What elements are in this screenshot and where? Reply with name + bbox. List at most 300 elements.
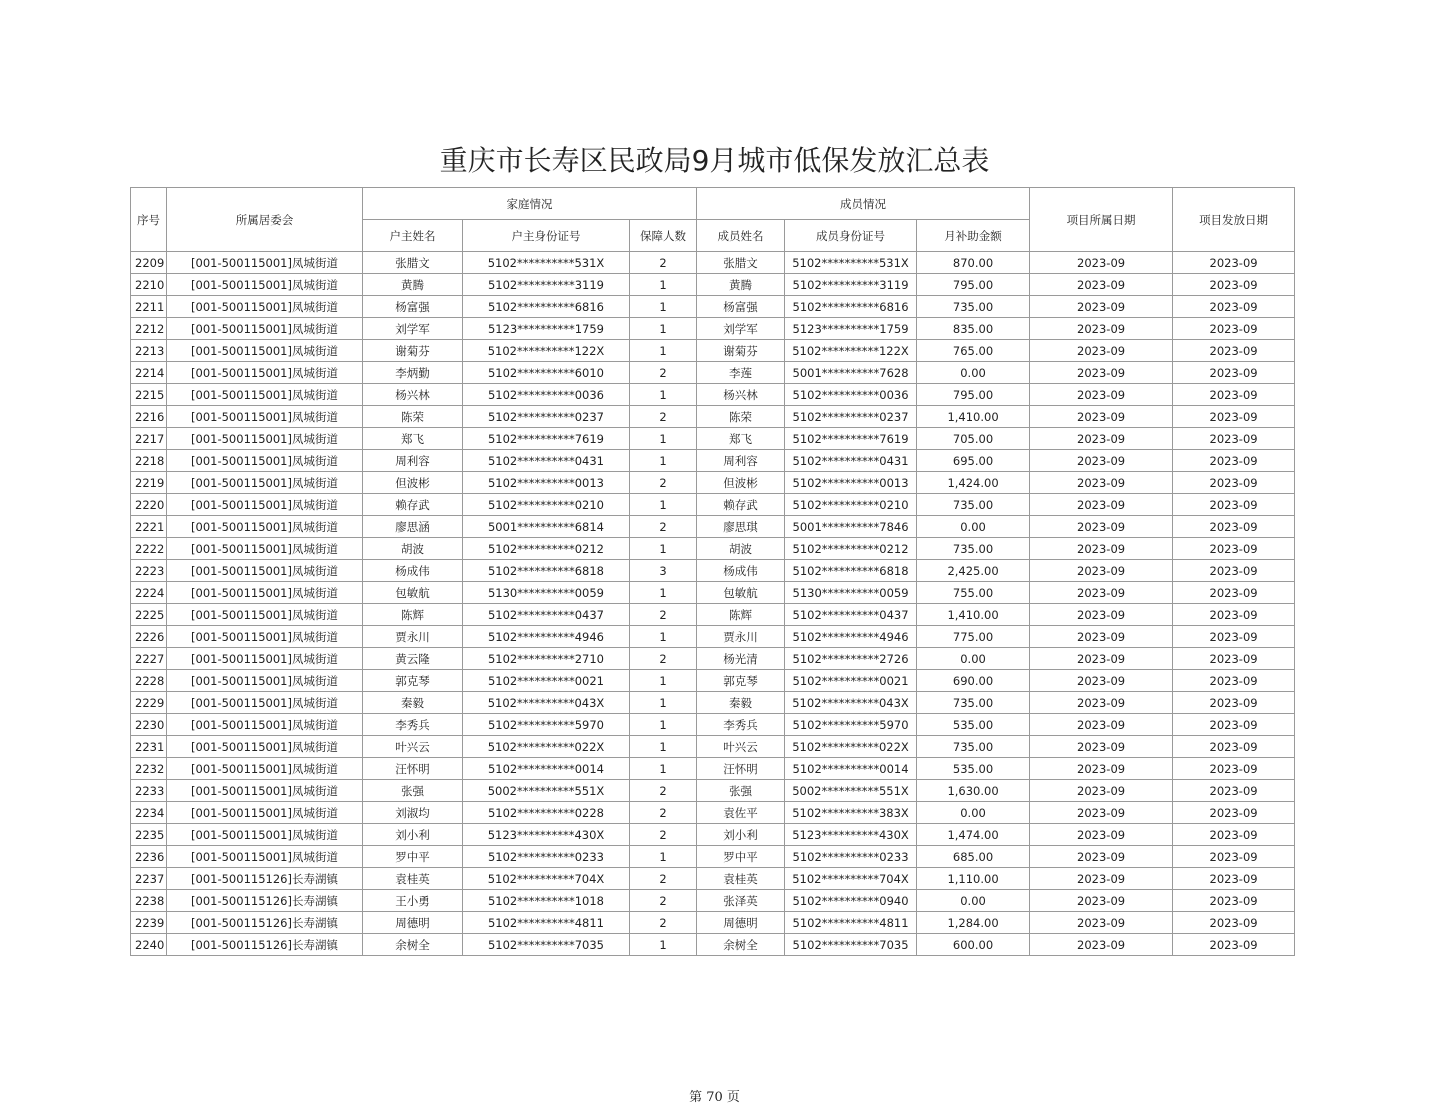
cell-head-name: 郭克琴: [363, 670, 463, 692]
cell-amount: 0.00: [917, 890, 1030, 912]
cell-member-id: 5102**********0212: [785, 538, 917, 560]
cell-member-id: 5102**********0237: [785, 406, 917, 428]
cell-member-name: 杨富强: [697, 296, 785, 318]
cell-project-date: 2023-09: [1030, 494, 1173, 516]
cell-committee: [001-500115001]凤城街道: [167, 846, 363, 868]
cell-project-date: 2023-09: [1030, 934, 1173, 956]
cell-committee: [001-500115001]凤城街道: [167, 494, 363, 516]
cell-amount: 0.00: [917, 516, 1030, 538]
cell-count: 1: [630, 428, 697, 450]
cell-member-name: 刘学军: [697, 318, 785, 340]
cell-project-date: 2023-09: [1030, 692, 1173, 714]
table-row: [131, 252, 1295, 274]
cell-head-id: 5102**********0233: [463, 846, 630, 868]
cell-member-name: 张腊文: [697, 252, 785, 274]
cell-head-name: 杨富强: [363, 296, 463, 318]
cell-project-date: 2023-09: [1030, 384, 1173, 406]
cell-amount: 1,630.00: [917, 780, 1030, 802]
cell-issue-date: 2023-09: [1173, 406, 1295, 428]
cell-seq: 2213: [131, 340, 167, 362]
cell-member-name: 李秀兵: [697, 714, 785, 736]
cell-member-id: 5102**********2726: [785, 648, 917, 670]
cell-seq: 2215: [131, 384, 167, 406]
cell-committee: [001-500115001]凤城街道: [167, 648, 363, 670]
cell-committee: [001-500115001]凤城街道: [167, 714, 363, 736]
cell-seq: 2214: [131, 362, 167, 384]
cell-seq: 2219: [131, 472, 167, 494]
cell-member-name: 周德明: [697, 912, 785, 934]
cell-committee: [001-500115001]凤城街道: [167, 824, 363, 846]
cell-count: 1: [630, 714, 697, 736]
cell-member-id: 5102**********122X: [785, 340, 917, 362]
table-row: [131, 824, 1295, 846]
page-title: 重庆市长寿区民政局9月城市低保发放汇总表: [439, 144, 990, 177]
table-row: [131, 626, 1295, 648]
cell-issue-date: 2023-09: [1173, 340, 1295, 362]
cell-head-id: 5130**********0059: [463, 582, 630, 604]
cell-member-name: 赖存武: [697, 494, 785, 516]
table-row: [131, 318, 1295, 340]
table-row: [131, 516, 1295, 538]
cell-project-date: 2023-09: [1030, 846, 1173, 868]
cell-head-name: 张腊文: [363, 252, 463, 274]
table-row: [131, 538, 1295, 560]
cell-issue-date: 2023-09: [1173, 472, 1295, 494]
cell-amount: 870.00: [917, 252, 1030, 274]
cell-project-date: 2023-09: [1030, 450, 1173, 472]
cell-member-id: 5001**********7628: [785, 362, 917, 384]
table-row: [131, 582, 1295, 604]
cell-issue-date: 2023-09: [1173, 516, 1295, 538]
cell-amount: 2,425.00: [917, 560, 1030, 582]
table-row: [131, 340, 1295, 362]
cell-member-name: 郭克琴: [697, 670, 785, 692]
cell-head-id: 5102**********0021: [463, 670, 630, 692]
cell-count: 2: [630, 252, 697, 274]
cell-head-name: 黄云隆: [363, 648, 463, 670]
cell-amount: 690.00: [917, 670, 1030, 692]
cell-seq: 2217: [131, 428, 167, 450]
cell-project-date: 2023-09: [1030, 758, 1173, 780]
cell-member-name: 黄腾: [697, 274, 785, 296]
cell-project-date: 2023-09: [1030, 802, 1173, 824]
cell-committee: [001-500115001]凤城街道: [167, 318, 363, 340]
cell-member-id: 5102**********5970: [785, 714, 917, 736]
cell-count: 1: [630, 934, 697, 956]
cell-committee: [001-500115001]凤城街道: [167, 362, 363, 384]
table-row: [131, 648, 1295, 670]
cell-head-id: 5102**********0237: [463, 406, 630, 428]
cell-member-name: 汪怀明: [697, 758, 785, 780]
cell-member-id: 5102**********3119: [785, 274, 917, 296]
cell-count: 1: [630, 846, 697, 868]
cell-issue-date: 2023-09: [1173, 252, 1295, 274]
cell-seq: 2237: [131, 868, 167, 890]
cell-member-id: 5102**********531X: [785, 252, 917, 274]
cell-count: 1: [630, 758, 697, 780]
cell-project-date: 2023-09: [1030, 274, 1173, 296]
cell-seq: 2231: [131, 736, 167, 758]
cell-member-id: 5102**********7619: [785, 428, 917, 450]
cell-issue-date: 2023-09: [1173, 428, 1295, 450]
cell-committee: [001-500115001]凤城街道: [167, 736, 363, 758]
header-seq: 序号: [131, 188, 167, 252]
cell-head-id: 5102**********6818: [463, 560, 630, 582]
cell-head-id: 5001**********6814: [463, 516, 630, 538]
cell-member-id: 5123**********430X: [785, 824, 917, 846]
cell-amount: 835.00: [917, 318, 1030, 340]
cell-member-name: 贾永川: [697, 626, 785, 648]
cell-seq: 2227: [131, 648, 167, 670]
cell-project-date: 2023-09: [1030, 428, 1173, 450]
cell-head-id: 5102**********7619: [463, 428, 630, 450]
cell-head-name: 黄腾: [363, 274, 463, 296]
cell-issue-date: 2023-09: [1173, 714, 1295, 736]
cell-project-date: 2023-09: [1030, 780, 1173, 802]
cell-head-name: 李炳勤: [363, 362, 463, 384]
cell-head-name: 李秀兵: [363, 714, 463, 736]
cell-committee: [001-500115126]长寿湖镇: [167, 912, 363, 934]
cell-issue-date: 2023-09: [1173, 890, 1295, 912]
table-row: [131, 472, 1295, 494]
cell-member-name: 杨光清: [697, 648, 785, 670]
cell-head-id: 5002**********551X: [463, 780, 630, 802]
cell-committee: [001-500115126]长寿湖镇: [167, 934, 363, 956]
cell-member-name: 胡波: [697, 538, 785, 560]
header-project-date: 项目所属日期: [1030, 188, 1173, 252]
cell-head-id: 5102**********4811: [463, 912, 630, 934]
cell-head-name: 袁桂英: [363, 868, 463, 890]
cell-issue-date: 2023-09: [1173, 318, 1295, 340]
cell-issue-date: 2023-09: [1173, 450, 1295, 472]
cell-seq: 2209: [131, 252, 167, 274]
cell-committee: [001-500115001]凤城街道: [167, 340, 363, 362]
cell-amount: 1,110.00: [917, 868, 1030, 890]
header-committee: 所属居委会: [167, 188, 363, 252]
cell-head-name: 陈辉: [363, 604, 463, 626]
cell-head-id: 5102**********0013: [463, 472, 630, 494]
cell-issue-date: 2023-09: [1173, 670, 1295, 692]
table-row: [131, 868, 1295, 890]
cell-count: 1: [630, 296, 697, 318]
cell-head-id: 5102**********0437: [463, 604, 630, 626]
table-row: [131, 692, 1295, 714]
cell-project-date: 2023-09: [1030, 516, 1173, 538]
cell-amount: 600.00: [917, 934, 1030, 956]
relief-summary-table: [130, 187, 1295, 956]
cell-member-id: 5102**********043X: [785, 692, 917, 714]
cell-seq: 2232: [131, 758, 167, 780]
cell-member-id: 5102**********0233: [785, 846, 917, 868]
cell-seq: 2223: [131, 560, 167, 582]
cell-project-date: 2023-09: [1030, 890, 1173, 912]
cell-project-date: 2023-09: [1030, 582, 1173, 604]
cell-head-name: 张强: [363, 780, 463, 802]
table-row: [131, 604, 1295, 626]
header-head-id: 户主身份证号: [463, 220, 630, 252]
cell-committee: [001-500115001]凤城街道: [167, 780, 363, 802]
cell-count: 1: [630, 736, 697, 758]
cell-head-id: 5102**********7035: [463, 934, 630, 956]
header-head-name: 户主姓名: [363, 220, 463, 252]
cell-amount: 735.00: [917, 736, 1030, 758]
header-member-id: 成员身份证号: [785, 220, 917, 252]
cell-count: 2: [630, 824, 697, 846]
cell-head-id: 5102**********6010: [463, 362, 630, 384]
cell-member-name: 李莲: [697, 362, 785, 384]
cell-member-name: 叶兴云: [697, 736, 785, 758]
cell-seq: 2234: [131, 802, 167, 824]
cell-project-date: 2023-09: [1030, 648, 1173, 670]
header-count: 保障人数: [630, 220, 697, 252]
cell-count: 1: [630, 538, 697, 560]
table-row: [131, 736, 1295, 758]
cell-count: 1: [630, 494, 697, 516]
cell-issue-date: 2023-09: [1173, 296, 1295, 318]
cell-seq: 2218: [131, 450, 167, 472]
header-member-group: 成员情况: [697, 188, 1030, 220]
cell-member-name: 张强: [697, 780, 785, 802]
header-amount: 月补助金额: [917, 220, 1030, 252]
cell-seq: 2220: [131, 494, 167, 516]
cell-amount: 735.00: [917, 494, 1030, 516]
cell-head-name: 刘淑均: [363, 802, 463, 824]
cell-member-id: 5102**********704X: [785, 868, 917, 890]
cell-count: 2: [630, 604, 697, 626]
cell-count: 1: [630, 582, 697, 604]
table-row: [131, 494, 1295, 516]
cell-count: 1: [630, 318, 697, 340]
cell-member-name: 刘小利: [697, 824, 785, 846]
table-header: [131, 188, 1295, 252]
cell-member-id: 5102**********0021: [785, 670, 917, 692]
table-row: [131, 846, 1295, 868]
header-issue-date: 项目发放日期: [1173, 188, 1295, 252]
cell-member-id: 5102**********7035: [785, 934, 917, 956]
cell-issue-date: 2023-09: [1173, 934, 1295, 956]
cell-issue-date: 2023-09: [1173, 274, 1295, 296]
cell-member-id: 5102**********4811: [785, 912, 917, 934]
cell-seq: 2240: [131, 934, 167, 956]
cell-head-name: 包敏航: [363, 582, 463, 604]
cell-committee: [001-500115001]凤城街道: [167, 384, 363, 406]
table-row: [131, 560, 1295, 582]
cell-head-name: 廖思涵: [363, 516, 463, 538]
cell-head-id: 5102**********6816: [463, 296, 630, 318]
cell-head-name: 罗中平: [363, 846, 463, 868]
cell-count: 2: [630, 912, 697, 934]
cell-seq: 2225: [131, 604, 167, 626]
cell-member-id: 5102**********383X: [785, 802, 917, 824]
cell-seq: 2238: [131, 890, 167, 912]
cell-head-name: 杨兴林: [363, 384, 463, 406]
cell-amount: 685.00: [917, 846, 1030, 868]
cell-member-id: 5102**********0014: [785, 758, 917, 780]
cell-count: 1: [630, 450, 697, 472]
cell-issue-date: 2023-09: [1173, 802, 1295, 824]
cell-issue-date: 2023-09: [1173, 384, 1295, 406]
cell-head-name: 赖存武: [363, 494, 463, 516]
cell-member-name: 陈辉: [697, 604, 785, 626]
cell-member-name: 罗中平: [697, 846, 785, 868]
cell-head-id: 5102**********3119: [463, 274, 630, 296]
cell-project-date: 2023-09: [1030, 626, 1173, 648]
cell-head-id: 5123**********430X: [463, 824, 630, 846]
cell-committee: [001-500115001]凤城街道: [167, 406, 363, 428]
cell-amount: 765.00: [917, 340, 1030, 362]
cell-committee: [001-500115001]凤城街道: [167, 560, 363, 582]
cell-member-name: 但波彬: [697, 472, 785, 494]
cell-member-id: 5102**********022X: [785, 736, 917, 758]
cell-committee: [001-500115001]凤城街道: [167, 692, 363, 714]
cell-amount: 535.00: [917, 714, 1030, 736]
cell-amount: 795.00: [917, 274, 1030, 296]
cell-committee: [001-500115001]凤城街道: [167, 274, 363, 296]
cell-issue-date: 2023-09: [1173, 582, 1295, 604]
cell-amount: 1,284.00: [917, 912, 1030, 934]
cell-head-name: 陈荣: [363, 406, 463, 428]
cell-head-name: 余树全: [363, 934, 463, 956]
table-row: [131, 428, 1295, 450]
cell-issue-date: 2023-09: [1173, 626, 1295, 648]
cell-member-name: 余树全: [697, 934, 785, 956]
cell-issue-date: 2023-09: [1173, 362, 1295, 384]
cell-member-name: 谢菊芬: [697, 340, 785, 362]
cell-project-date: 2023-09: [1030, 538, 1173, 560]
header-household-group: 家庭情况: [363, 188, 697, 220]
cell-count: 2: [630, 780, 697, 802]
cell-count: 2: [630, 868, 697, 890]
cell-seq: 2235: [131, 824, 167, 846]
cell-head-name: 杨成伟: [363, 560, 463, 582]
cell-seq: 2210: [131, 274, 167, 296]
cell-count: 1: [630, 274, 697, 296]
cell-count: 2: [630, 406, 697, 428]
cell-amount: 735.00: [917, 296, 1030, 318]
page-number: 第 70 页: [689, 1090, 740, 1105]
cell-issue-date: 2023-09: [1173, 604, 1295, 626]
cell-issue-date: 2023-09: [1173, 648, 1295, 670]
cell-seq: 2230: [131, 714, 167, 736]
table-row: [131, 912, 1295, 934]
cell-amount: 695.00: [917, 450, 1030, 472]
cell-seq: 2228: [131, 670, 167, 692]
cell-committee: [001-500115001]凤城街道: [167, 428, 363, 450]
cell-project-date: 2023-09: [1030, 560, 1173, 582]
cell-head-id: 5102**********022X: [463, 736, 630, 758]
cell-issue-date: 2023-09: [1173, 692, 1295, 714]
cell-member-name: 周利容: [697, 450, 785, 472]
cell-seq: 2236: [131, 846, 167, 868]
cell-committee: [001-500115001]凤城街道: [167, 296, 363, 318]
cell-head-id: 5102**********5970: [463, 714, 630, 736]
cell-count: 1: [630, 626, 697, 648]
cell-head-name: 胡波: [363, 538, 463, 560]
cell-amount: 1,474.00: [917, 824, 1030, 846]
cell-committee: [001-500115001]凤城街道: [167, 538, 363, 560]
cell-issue-date: 2023-09: [1173, 846, 1295, 868]
cell-amount: 775.00: [917, 626, 1030, 648]
cell-member-name: 包敏航: [697, 582, 785, 604]
cell-project-date: 2023-09: [1030, 362, 1173, 384]
cell-member-name: 张泽英: [697, 890, 785, 912]
cell-amount: 0.00: [917, 648, 1030, 670]
table-row: [131, 758, 1295, 780]
cell-project-date: 2023-09: [1030, 318, 1173, 340]
cell-seq: 2211: [131, 296, 167, 318]
cell-member-id: 5102**********0036: [785, 384, 917, 406]
cell-head-name: 叶兴云: [363, 736, 463, 758]
cell-count: 2: [630, 362, 697, 384]
cell-project-date: 2023-09: [1030, 340, 1173, 362]
cell-member-id: 5102**********6818: [785, 560, 917, 582]
cell-amount: 735.00: [917, 692, 1030, 714]
cell-amount: 705.00: [917, 428, 1030, 450]
cell-count: 1: [630, 340, 697, 362]
cell-member-name: 陈荣: [697, 406, 785, 428]
cell-seq: 2226: [131, 626, 167, 648]
cell-project-date: 2023-09: [1030, 406, 1173, 428]
cell-issue-date: 2023-09: [1173, 494, 1295, 516]
cell-member-id: 5102**********0210: [785, 494, 917, 516]
cell-committee: [001-500115001]凤城街道: [167, 582, 363, 604]
cell-member-id: 5123**********1759: [785, 318, 917, 340]
cell-amount: 0.00: [917, 362, 1030, 384]
cell-head-id: 5102**********0210: [463, 494, 630, 516]
cell-seq: 2221: [131, 516, 167, 538]
cell-head-name: 谢菊芬: [363, 340, 463, 362]
cell-head-name: 周德明: [363, 912, 463, 934]
cell-head-id: 5102**********0036: [463, 384, 630, 406]
cell-count: 1: [630, 692, 697, 714]
cell-amount: 0.00: [917, 802, 1030, 824]
cell-head-name: 周利容: [363, 450, 463, 472]
cell-amount: 1,410.00: [917, 604, 1030, 626]
cell-count: 1: [630, 670, 697, 692]
cell-head-name: 刘小利: [363, 824, 463, 846]
cell-issue-date: 2023-09: [1173, 560, 1295, 582]
cell-issue-date: 2023-09: [1173, 824, 1295, 846]
cell-project-date: 2023-09: [1030, 296, 1173, 318]
cell-head-id: 5102**********2710: [463, 648, 630, 670]
table-row: [131, 714, 1295, 736]
cell-project-date: 2023-09: [1030, 912, 1173, 934]
cell-head-name: 汪怀明: [363, 758, 463, 780]
cell-member-name: 袁佐平: [697, 802, 785, 824]
cell-head-name: 郑飞: [363, 428, 463, 450]
cell-committee: [001-500115001]凤城街道: [167, 604, 363, 626]
cell-project-date: 2023-09: [1030, 736, 1173, 758]
cell-head-id: 5102**********0431: [463, 450, 630, 472]
cell-member-id: 5102**********4946: [785, 626, 917, 648]
cell-member-name: 廖思琪: [697, 516, 785, 538]
table-row: [131, 450, 1295, 472]
cell-committee: [001-500115001]凤城街道: [167, 516, 363, 538]
cell-member-name: 杨兴林: [697, 384, 785, 406]
cell-head-name: 但波彬: [363, 472, 463, 494]
cell-seq: 2216: [131, 406, 167, 428]
table-row: [131, 296, 1295, 318]
cell-head-id: 5102**********704X: [463, 868, 630, 890]
cell-committee: [001-500115001]凤城街道: [167, 252, 363, 274]
cell-amount: 535.00: [917, 758, 1030, 780]
cell-seq: 2239: [131, 912, 167, 934]
cell-project-date: 2023-09: [1030, 868, 1173, 890]
cell-committee: [001-500115001]凤城街道: [167, 472, 363, 494]
cell-issue-date: 2023-09: [1173, 912, 1295, 934]
table-row: [131, 274, 1295, 296]
cell-seq: 2212: [131, 318, 167, 340]
